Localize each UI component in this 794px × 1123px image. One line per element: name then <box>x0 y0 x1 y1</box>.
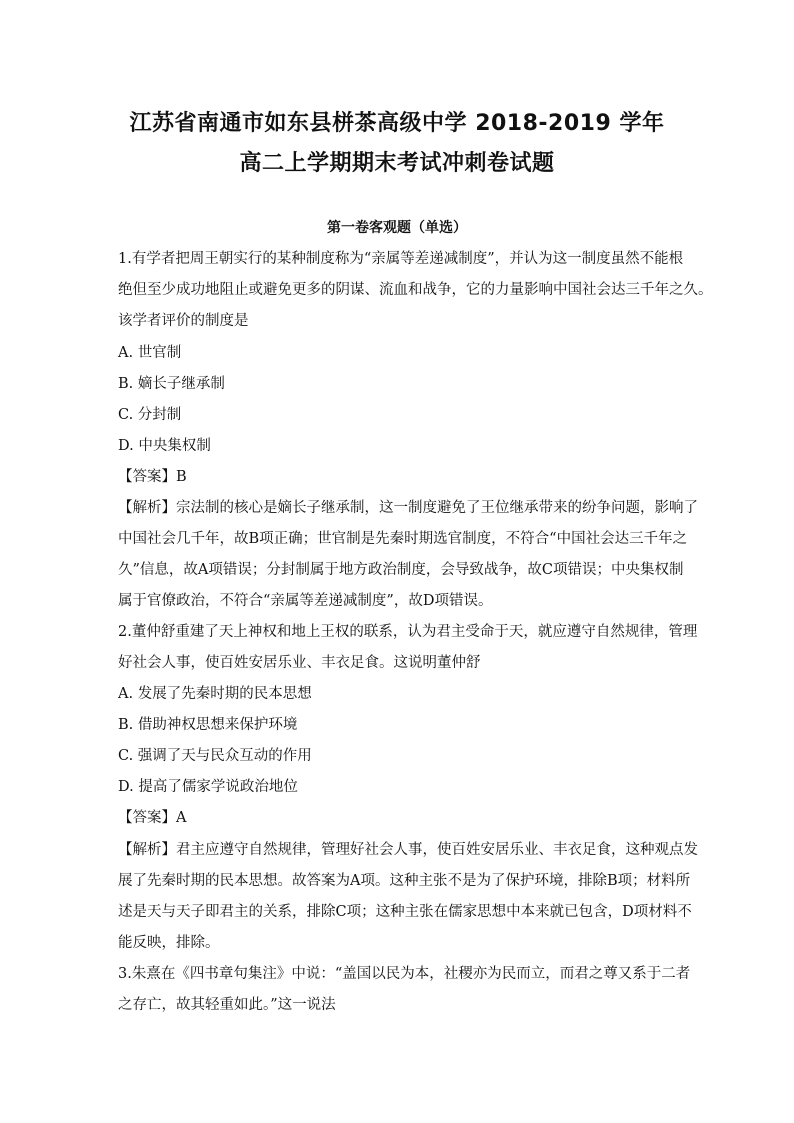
question-1-option-b: B. 嫡长子继承制 <box>118 376 225 392</box>
question-2-analysis-line: 能反映，排除。 <box>118 935 220 951</box>
question-1-option-c: C. 分封制 <box>118 407 182 423</box>
question-2-analysis-line: 【解析】君主应遵守自然规律，管理好社会人事，使百姓安居乐业、丰衣足食，这种观点发 <box>118 842 698 858</box>
question-2-option-a: A. 发展了先秦时期的民本思想 <box>118 686 312 702</box>
question-2-text-line: 2.董仲舒重建了天上神权和地上王权的联系，认为君主受命于天，就应遵守自然规律，管理 <box>118 624 698 640</box>
question-2-option-c: C. 强调了天与民众互动的作用 <box>118 748 312 764</box>
document-title-line-1: 江苏省南通市如东县栟茶高级中学 2018-2019 学年 <box>129 111 665 136</box>
question-1-text-line: 绝但至少成功地阻止或避免更多的阴谋、流血和战争，它的力量影响中国社会达三千年之久。 <box>118 282 713 298</box>
question-2-option-d: D. 提高了儒家学说政治地位 <box>118 779 298 795</box>
question-1-analysis-line: 【解析】宗法制的核心是嫡长子继承制，这一制度避免了王位继承带来的纷争问题，影响了 <box>118 500 698 516</box>
question-1-option-d: D. 中央集权制 <box>118 438 211 454</box>
question-1-analysis-line: 久”信息，故A项错误；分封制属于地方政治制度，会导致战争，故C项错误；中央集权制 <box>118 562 684 578</box>
question-1-analysis-line: 中国社会几千年，故B项正确；世官制是先秦时期选官制度，不符合“中国社会达三千年之 <box>118 531 688 547</box>
question-2-answer: 【答案】A <box>118 810 187 826</box>
question-1-text-line: 1.有学者把周王朝实行的某种制度称为“亲属等差递减制度”，并认为这一制度虽然不能根 <box>118 251 684 267</box>
question-1-answer: 【答案】B <box>118 469 187 485</box>
section-heading: 第一卷客观题（单选） <box>327 220 467 236</box>
document-title-line-2: 高二上学期期末考试冲刺卷试题 <box>239 151 555 176</box>
question-1-text-line: 该学者评价的制度是 <box>118 313 249 329</box>
question-2-option-b: B. 借助神权思想来保护环境 <box>118 717 298 733</box>
question-3-text-line: 3.朱熹在《四书章句集注》中说：“盖国以民为本，社稷亦为民而立，而君之尊又系于二者 <box>118 966 691 982</box>
question-1-option-a: A. 世官制 <box>118 345 182 361</box>
question-3-text-line: 之存亡，故其轻重如此。”这一说法 <box>118 997 336 1013</box>
question-2-text-line: 好社会人事，使百姓安居乐业、丰衣足食。这说明董仲舒 <box>118 655 481 671</box>
question-2-analysis-line: 展了先秦时期的民本思想。故答案为A项。这种主张不是为了保护环境，排除B项；材料所 <box>118 873 691 889</box>
question-2-analysis-line: 述是天与天子即君主的关系，排除C项；这种主张在儒家思想中本来就已包含，D项材料不 <box>118 904 692 920</box>
question-1-analysis-line: 属于官僚政治，不符合“亲属等差递减制度”，故D项错误。 <box>118 593 493 609</box>
